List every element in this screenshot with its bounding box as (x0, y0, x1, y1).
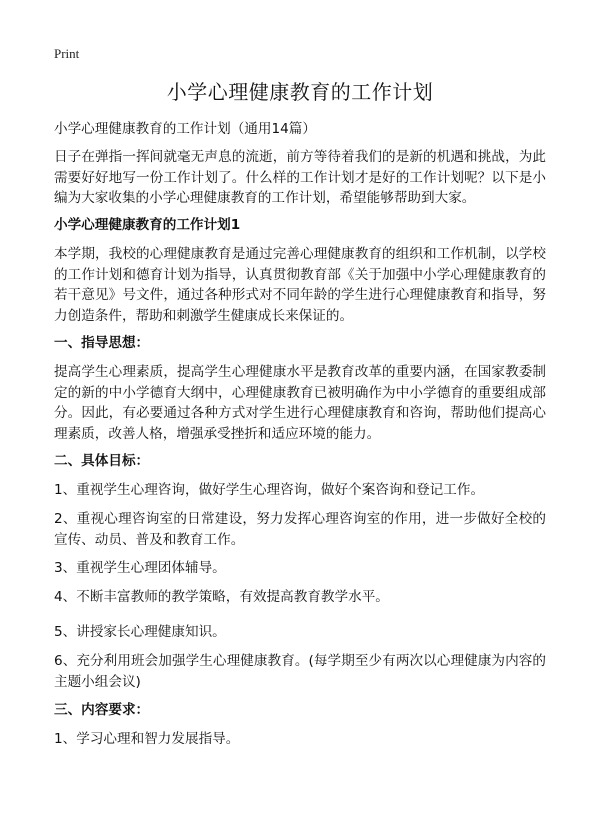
section-title: 小学心理健康教育的工作计划1 (54, 217, 241, 233)
section-intro-paragraph: 本学期，我校的心理健康教育是通过完善心理健康教育的组织和工作机制，以学校的工作计划和德育计划为指导，认真贯彻教育部《关于加强中小学心理健康教育的若干意见》号文件，通过各种形式对不同年龄的学生进行心理健康教育和指导，努力创造条件，帮助和刺激学生健康成长来保证的。 (54, 246, 546, 324)
document-subtitle: 小学心理健康教育的工作计划（通用14篇） (54, 121, 316, 137)
print-link[interactable]: Print (54, 46, 80, 61)
goal-item: 2、重视心理咨询室的日常建设，努力发挥心理咨询室的作用，进一步做好全校的宣传、动员、普及和教育工作。 (54, 511, 546, 548)
goal-item: 3、重视学生心理团体辅导。 (54, 560, 226, 576)
part-heading-content-requirements: 三、内容要求： (54, 702, 150, 718)
goal-item: 1、重视学生心理咨询，做好学生心理咨询，做好个案咨询和登记工作。 (54, 482, 485, 498)
intro-paragraph: 日子在弹指一挥间就毫无声息的流逝，前方等待着我们的是新的机遇和挑战，为此需要好好地写一份工作计划了。什么样的工作计划才是好的工作计划呢？以下是小编为大家收集的小学心理健康教育的工作计划，希望能够帮助到大家。 (54, 149, 546, 206)
part-heading-guiding-ideology: 一、指导思想： (54, 335, 150, 351)
requirement-item: 1、学习心理和智力发展指导。 (54, 731, 240, 747)
document-title: 小学心理健康教育的工作计划 (166, 80, 434, 104)
part-heading-specific-goals: 二、具体目标： (54, 453, 150, 469)
goal-item: 5、讲授家长心理健康知识。 (54, 624, 226, 640)
goal-item: 6、充分利用班会加强学生心理健康教育。(每学期至少有两次以心理健康为内容的主题小组会议) (54, 653, 546, 690)
guiding-ideology-paragraph: 提高学生心理素质，提高学生心理健康水平是教育改革的重要内涵，在国家教委制定的新的中小学德育大纲中，心理健康教育已被明确作为中小学德育的重要组成部分。因此，有必要通过各种方式对学生进行心理健康教育和咨询，帮助他们提高心理素质，改善人格，增强承受挫折和适应环境的能力。 (54, 364, 546, 442)
goal-item: 4、不断丰富教师的教学策略，有效提高教育教学水平。 (54, 589, 389, 605)
